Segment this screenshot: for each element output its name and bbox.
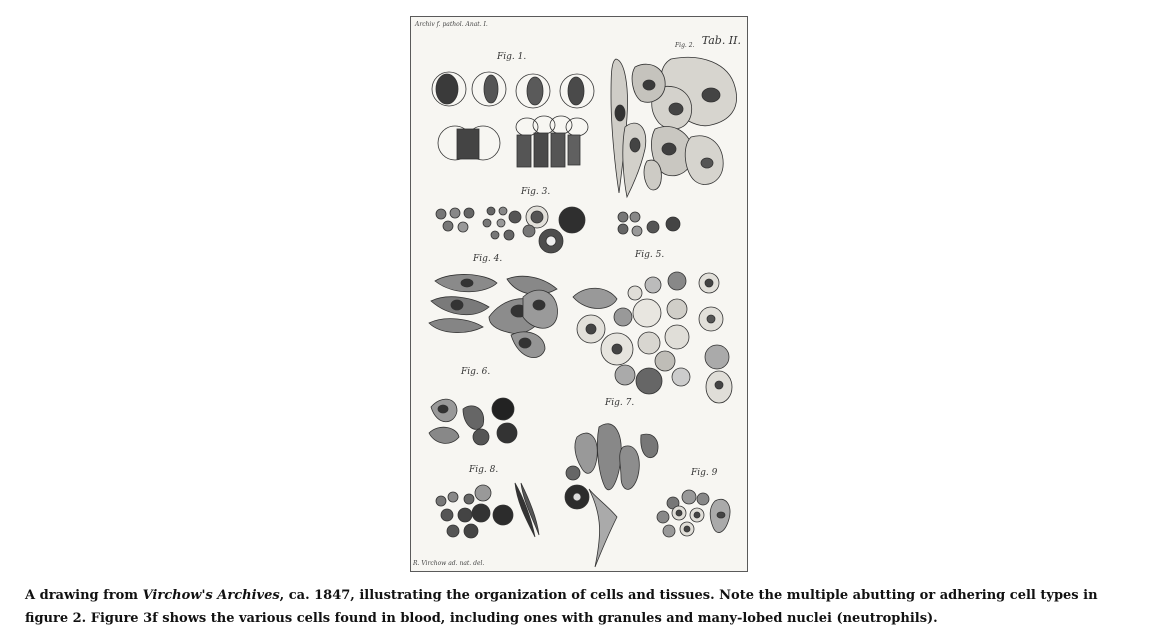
fig6-cells (429, 398, 517, 445)
fig9-cells (657, 490, 730, 537)
fig2-cells (611, 57, 737, 197)
virchow-plate-illustration (410, 16, 748, 572)
caption-body: , ca. 1847, illustrating the organization of cells and tissues. Note the multiple abutting or adhering cell types in figure 2. Figure 3f shows the various cells found in blood, including ones with granules and many-lobed nuclei (neutrophils). (25, 588, 1098, 626)
fig-7-label: Fig. 7. (605, 398, 635, 408)
fig-3-label: Fig. 3. (521, 187, 551, 197)
plate-header: Archiv f. pathol. Anat. I. (415, 21, 488, 28)
cell-drawings (411, 17, 748, 572)
fig-4-label: Fig. 4. (473, 254, 503, 264)
plate-tab-label: Tab. II. (701, 34, 741, 47)
fig3-blood-cells (436, 206, 680, 253)
fig-2-label: Fig. 2. (675, 42, 695, 49)
fig5-cells (573, 272, 732, 403)
fig4-cells (429, 274, 558, 357)
fig-9-label: Fig. 9 (691, 468, 718, 478)
fig-6-label: Fig. 6. (461, 367, 491, 377)
plate-credit: R. Virchow ad. nat. del. (413, 560, 485, 567)
caption-prefix: A drawing from (25, 588, 143, 603)
fig1-cell-f (516, 116, 588, 167)
caption-source-title: Virchow's Archives (142, 588, 280, 603)
fig-1-label: Fig. 1. (497, 52, 527, 62)
figure-caption (25, 584, 1140, 630)
fig-8-label: Fig. 8. (469, 465, 499, 475)
fig8-cells (436, 483, 539, 538)
fig7-cells (565, 424, 658, 567)
fig-5-label: Fig. 5. (635, 250, 665, 260)
